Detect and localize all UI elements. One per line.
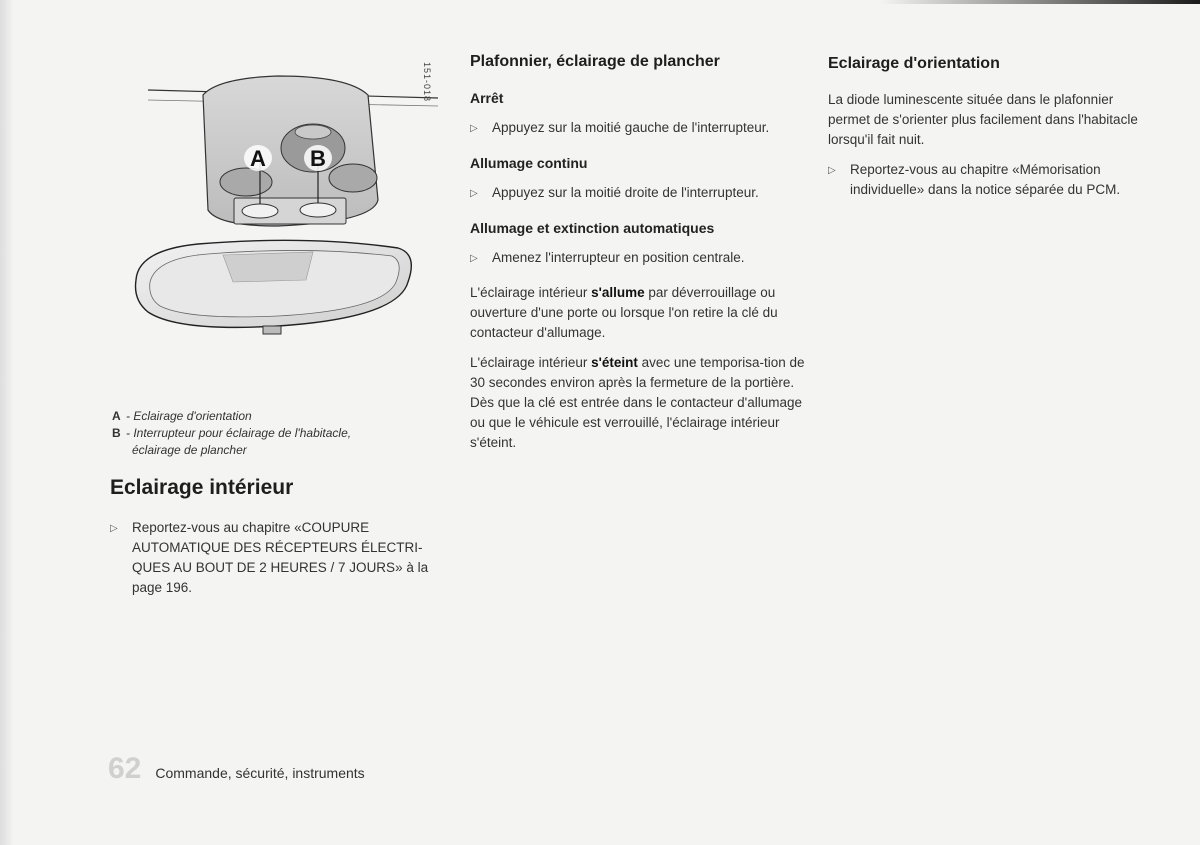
list-item: [470, 183, 815, 204]
bullet-text: Reportez-vous au chapitre «Mémorisation individuelle» dans la notice séparée du PCM.: [850, 162, 1121, 197]
triangle-right-outline-icon: ▷: [470, 188, 478, 199]
figure-label-b: B: [310, 146, 326, 171]
caption-text: - Eclairage d'orientation: [126, 409, 252, 423]
figure-code: 151-018: [422, 62, 432, 103]
triangle-right-outline-icon: ▷: [828, 165, 836, 176]
section-title-ceiling-light: Plafonnier, éclairage de plancher: [470, 53, 720, 70]
paragraph-key-inserted: Dès que la clé est entrée dans le contacteur d'allumage ou que le véhicule est verrouillé, l'éclairage intérieur s'éteint.: [470, 395, 803, 450]
subheading-continuous: Allumage continu: [470, 155, 588, 171]
paragraph-switch-on: L'éclairage intérieur s'allume par déverrouillage ou ouverture d'une porte ou lorsque l'on retire la clé du contacteur d'allumage.: [470, 285, 778, 340]
triangle-right-outline-icon: ▷: [470, 123, 478, 134]
subheading-off: Arrêt: [470, 90, 504, 106]
paragraph-switch-off: L'éclairage intérieur s'éteint avec une temporisa-tion de 30 secondes environ après la fermeture de la portière.: [470, 355, 805, 390]
list-item: [110, 518, 445, 598]
list-item: [470, 118, 815, 139]
section-title-orientation-light: Eclairage d'orientation: [828, 55, 1000, 72]
caption-a: [112, 408, 442, 425]
middle-column: [470, 52, 815, 463]
figure-caption: [112, 408, 442, 459]
bullet-text: Appuyez sur la moitié droite de l'interrupteur.: [492, 185, 759, 200]
bullet-text: Appuyez sur la moitié gauche de l'interrupteur.: [492, 120, 770, 135]
page-shadow: [880, 0, 1200, 4]
emphasis-on: s'allume: [591, 285, 645, 300]
caption-b: [112, 425, 442, 442]
page-edge: [0, 0, 14, 845]
emphasis-off: s'éteint: [591, 355, 638, 370]
caption-text: - Interrupteur pour éclairage de l'habitacle,: [126, 426, 352, 440]
triangle-right-outline-icon: ▷: [110, 523, 118, 534]
right-column: [828, 54, 1158, 214]
footer-section-title: Commande, sécurité, instruments: [155, 765, 365, 781]
page-number: 62: [108, 752, 142, 785]
list-item: [470, 248, 815, 269]
subheading-automatic: Allumage et extinction automatiques: [470, 220, 715, 236]
left-column: [110, 518, 445, 612]
caption-key: A: [112, 409, 121, 423]
caption-key: B: [112, 426, 121, 440]
caption-continuation: éclairage de plancher: [132, 443, 247, 457]
bullet-text: Amenez l'interrupteur en position centrale.: [492, 250, 745, 265]
list-item: [828, 160, 1158, 200]
paragraph-orientation: La diode luminescente située dans le plafonnier permet de s'orienter plus facilement dans l'habitacle lorsqu'il fait nuit.: [828, 92, 1138, 147]
roof-console-illustration: [108, 50, 448, 360]
bullet-text: Reportez-vous au chapitre «COUPURE AUTOMATIQUE DES RÉCEPTEURS ÉLECTRI-QUES AU BOUT DE 2 HEURES / 7 JOURS» à la page 196.: [132, 520, 429, 595]
figure-label-a: A: [250, 146, 266, 171]
page-footer: [108, 752, 365, 786]
section-title-interior-lighting: Eclairage intérieur: [110, 476, 294, 499]
triangle-right-outline-icon: ▷: [470, 253, 478, 264]
